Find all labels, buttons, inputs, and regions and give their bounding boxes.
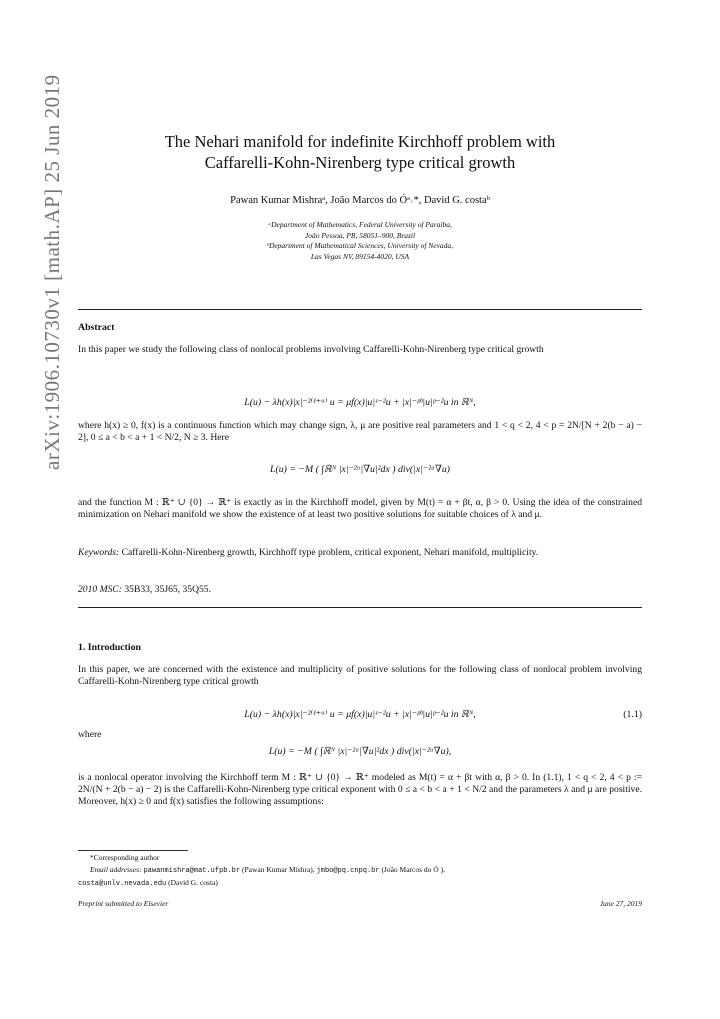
arxiv-stamp: arXiv:1906.10730v1 [math.AP] 25 Jun 2019 — [40, 74, 64, 470]
msc — [78, 584, 642, 596]
footnote-rule — [78, 850, 188, 851]
equation-number: (1.1) — [623, 709, 642, 720]
intro-equation-1-1: L(u) − λh(x)|x|⁻²⁽¹⁺ᵃ⁾ u = μf(x)|u|ᶝ⁻²u + |x|⁻ᵖᵇ|u|ᵖ⁻²u in ℝᴺ, — [244, 709, 476, 720]
msc-codes: 35B33, 35J65, 35Q55. — [124, 584, 211, 595]
email-label: Email addresses: — [90, 865, 142, 874]
affiliation-line: ᵇDepartment of Mathematical Sciences, University of Nevada, — [266, 241, 454, 250]
section-heading: 1. Introduction — [78, 642, 141, 653]
footnote-corresponding: *Corresponding author — [90, 853, 160, 862]
msc-label: 2010 MSC: — [78, 584, 122, 595]
affiliation-line: ᵃDepartment of Mathematics, Federal University of Paraíba, — [268, 220, 452, 229]
email-link[interactable]: jmbo@pq.cnpq.br — [316, 867, 380, 875]
title-line-2: Caffarelli-Kohn-Nirenberg type critical growth — [204, 153, 516, 172]
intro-where: where — [78, 729, 102, 740]
abstract-top-rule — [78, 309, 642, 310]
footer-journal: Preprint submitted to Elsevier — [78, 899, 169, 908]
abstract-intro: In this paper we study the following class of nonlocal problems involving Caffarelli-Kohn-Nirenberg type critical growth — [78, 344, 544, 355]
abstract-bottom-rule — [78, 607, 642, 608]
abstract-body: and the function M : ℝ⁺ ∪ {0} → ℝ⁺ is exactly as in the Kirchhoff model, given by M(t) = α + βt, α, β > 0. Using the idea of the constrained minimization on Nehari manifold we show the existence of at least two positive solutions for suitable choices of λ and μ. — [78, 497, 642, 520]
intro-paragraph-2: is a nonlocal operator involving the Kirchhoff term M : ℝ⁺ ∪ {0} → ℝ⁺ modeled as M(t) = α + βt with α, β > 0. In (1.1), 1 < q < 2, 4 < p := 2N/(N + 2(b − a) − 2) is the Caffarelli-Kohn-Nirenberg type critical exponent with 0 ≤ a < b < a + 1 < N/2 and the parameters λ and μ are positive. Moreover, h(x) ≥ 0 and f(x) satisfies the following assumptions: — [78, 772, 642, 807]
author-list: Pawan Kumar Mishraᵃ, João Marcos do Óᵃ˒*, David G. costaᵇ — [230, 195, 490, 206]
abstract-heading: Abstract — [78, 322, 115, 333]
abstract-where: where h(x) ≥ 0, f(x) is a continuous function which may change sign, λ, μ are positive real parameters and 1 < q < 2, 4 < p = 2N/[N + 2(b − a) − 2], 0 ≤ a < b < a + 1 < N/2, N ≥ 3. Here — [78, 420, 642, 443]
footer-date: June 27, 2019 — [599, 899, 642, 908]
keywords — [78, 547, 642, 559]
footnote-emails: Email addresses: pawanmishra@mat.ufpb.br (Pawan Kumar Mishra), jmbo@pq.cnpq.br (João Marcos do Ó ), costa@unlv.nevada.edu (David G. costa) — [78, 865, 445, 888]
title-line-1: The Nehari manifold for indefinite Kirchhoff problem with — [164, 132, 556, 151]
affiliations — [78, 220, 642, 262]
keywords-text: Caffarelli-Kohn-Nirenberg growth, Kirchhoff type problem, critical exponent, Nehari manifold, multiplicity. — [121, 547, 539, 558]
email-link[interactable]: pawanmishra@mat.ufpb.br — [143, 867, 241, 875]
abstract-equation-2: L(u) = −M ( ∫ℝᴺ |x|⁻²ᵃ|∇u|²dx ) div(|x|⁻²ᵃ∇u) — [270, 464, 450, 475]
intro-equation-2: L(u) = −M ( ∫ℝᴺ |x|⁻²ᵃ|∇u|²dx ) div(|x|⁻²ᵃ∇u), — [268, 746, 452, 757]
abstract-equation-1: L(u) − λh(x)|x|⁻²⁽¹⁺ᵃ⁾ u = μf(x)|u|ᶝ⁻²u + |x|⁻ᵖᵇ|u|ᵖ⁻²u in ℝᴺ, — [244, 397, 476, 408]
affiliation-line: João Pessoa, PB, 58051–900, Brazil — [304, 230, 416, 240]
paper-title — [78, 131, 642, 173]
keywords-label: Keywords: — [78, 547, 120, 558]
email-link[interactable]: costa@unlv.nevada.edu — [78, 880, 167, 888]
affiliation-line: Las Vegas NV, 89154-4020, USA — [310, 251, 410, 261]
intro-paragraph-1: In this paper, we are concerned with the existence and multiplicity of positive solutions for the following class of nonlocal problem involving Caffarelli-Kohn-Nirenberg type critical growth — [78, 664, 642, 687]
